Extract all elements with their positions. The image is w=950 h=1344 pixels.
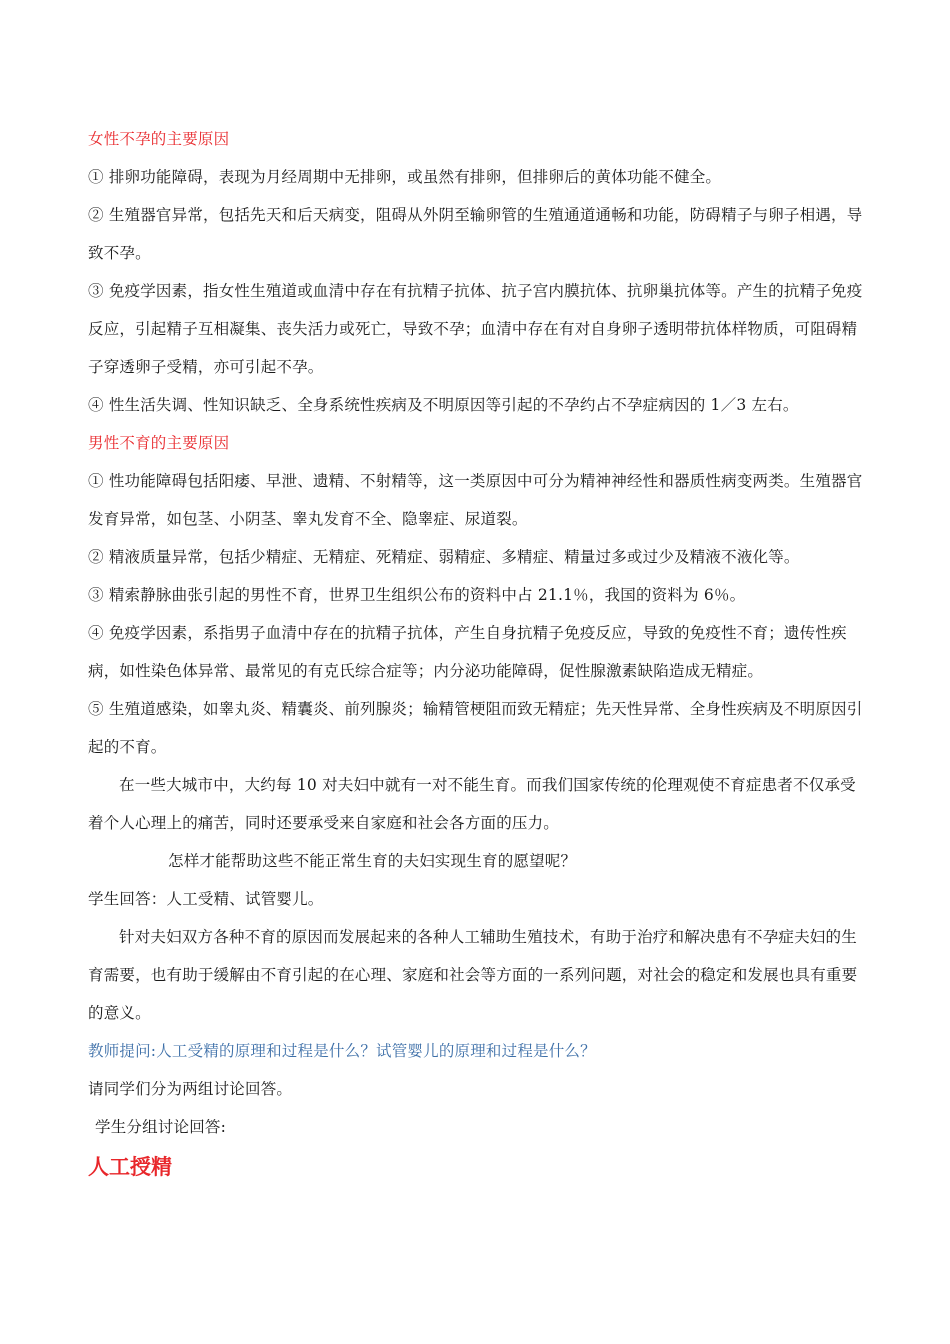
male-item-2: ② 精液质量异常，包括少精症、无精症、死精症、弱精症、多精症、精量过多或过少及精液不液化等。 bbox=[88, 548, 800, 566]
female-item-3: ③ 免疫学因素，指女性生殖道或血清中存在有抗精子抗体、抗子宫内膜抗体、抗卵巢抗体等。产生的抗精子免疫反应，引起精子互相凝集、丧失活力或死亡，导致不孕；血清中存在有对自身卵子透明带抗体样物质，可阻碍精子穿透卵子受精，亦可引起不孕。 bbox=[88, 282, 863, 376]
document-page bbox=[88, 120, 863, 1207]
female-item-1: ① 排卵功能障碍，表现为月经周期中无排卵，或虽然有排卵，但排卵后的黄体功能不健全。 bbox=[88, 168, 722, 186]
male-item-5: ⑤ 生殖道感染，如睾丸炎、精囊炎、前列腺炎；输精管梗阻而致无精症；先天性异常、全身性疾病及不明原因引起的不育。 bbox=[88, 700, 863, 756]
group-answer-label: 学生分组讨论回答: bbox=[95, 1118, 227, 1136]
paragraph-reproductive-technology: 针对夫妇双方各种不育的原因而发展起来的各种人工辅助生殖技术，有助于治疗和解决患有不孕症夫妇的生育需要，也有助于缓解由不育引起的在心理、家庭和社会等方面的一系列问题，对社会的稳定和发展也具有重要的意义。 bbox=[88, 928, 858, 1022]
male-item-4: ④ 免疫学因素，系指男子血清中存在的抗精子抗体，产生自身抗精子免疫反应，导致的免疫性不育；遗传性疾病，如性染色体异常、最常见的有克氏综合症等；内分泌功能障碍，促性腺激素缺陷造成无精症。 bbox=[88, 624, 847, 680]
female-item-2: ② 生殖器官异常，包括先天和后天病变，阻碍从外阴至输卵管的生殖通道通畅和功能，防碍精子与卵子相遇，导致不孕。 bbox=[88, 206, 863, 262]
group-instruction: 请同学们分为两组讨论回答。 bbox=[88, 1080, 293, 1098]
female-item-4: ④ 性生活失调、性知识缺乏、全身系统性疾病及不明原因等引起的不孕约占不孕症病因的 1／3 左右。 bbox=[88, 396, 799, 414]
discussion-question: 怎样才能帮助这些不能正常生育的夫妇实现生育的愿望呢？ bbox=[168, 852, 577, 870]
male-item-1: ① 性功能障碍包括阳痿、早泄、遗精、不射精等，这一类原因中可分为精神神经性和器质性病变两类。生殖器官发育异常，如包茎、小阴茎、睾丸发育不全、隐睾症、尿道裂。 bbox=[88, 472, 863, 528]
teacher-question: 教师提问:人工受精的原理和过程是什么？试管婴儿的原理和过程是什么？ bbox=[88, 1042, 596, 1060]
artificial-insemination-heading: 人工授精 bbox=[88, 1155, 172, 1179]
female-infertility-title: 女性不孕的主要原因 bbox=[88, 130, 230, 148]
male-item-3: ③ 精索静脉曲张引起的男性不育，世界卫生组织公布的资料中占 21.1％，我国的资料为 6％。 bbox=[88, 586, 746, 604]
paragraph-city-statistics: 在一些大城市中，大约每 10 对夫妇中就有一对不能生育。而我们国家传统的伦理观使不育症患者不仅承受着个人心理上的痛苦，同时还要承受来自家庭和社会各方面的压力。 bbox=[88, 776, 856, 832]
male-infertility-title: 男性不育的主要原因 bbox=[88, 434, 230, 452]
student-answer: 学生回答：人工受精、试管婴儿。 bbox=[88, 890, 324, 908]
